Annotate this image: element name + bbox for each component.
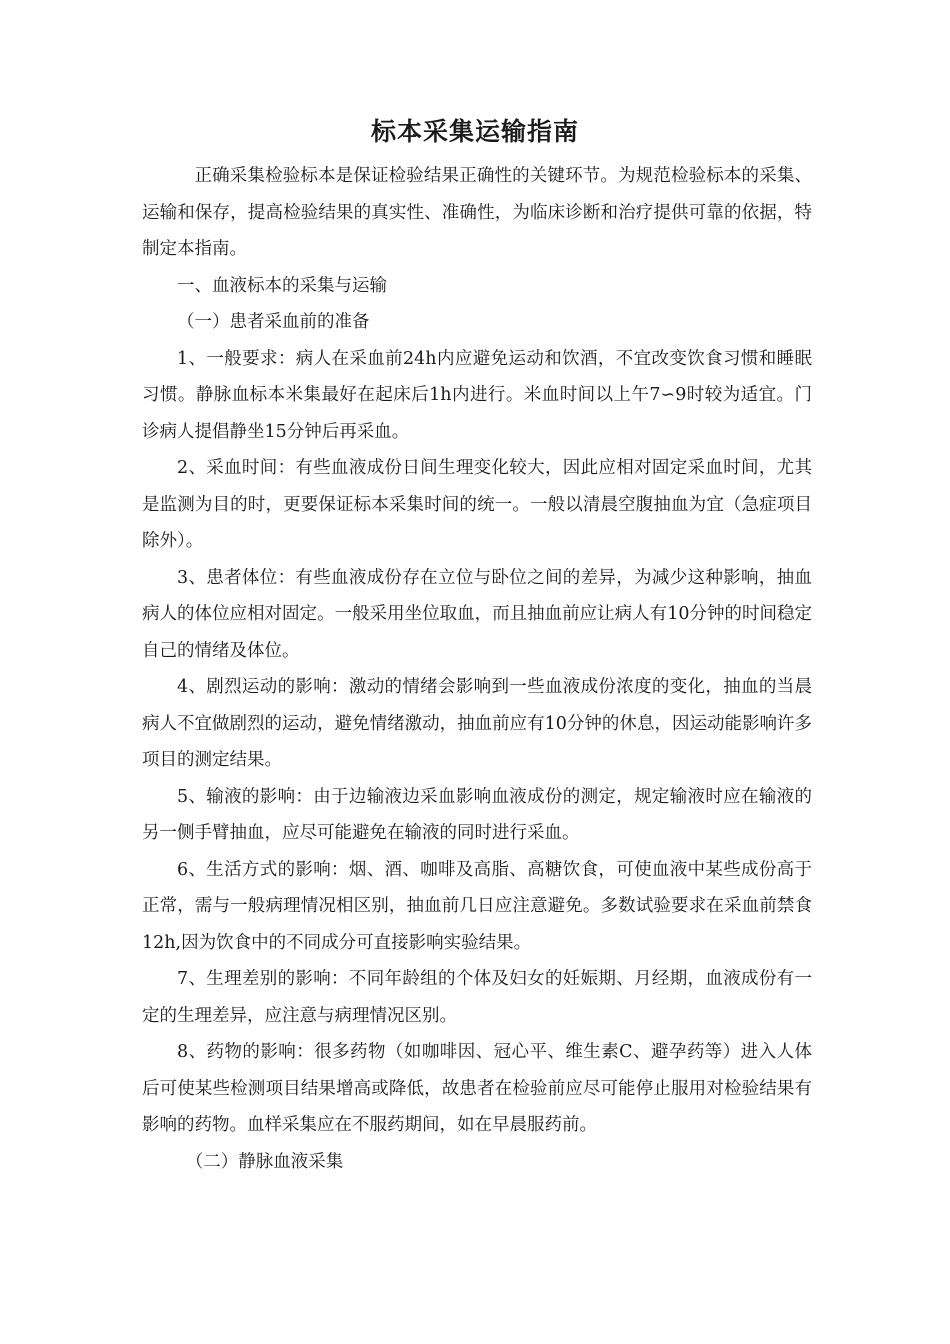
subsection-heading-preparation: （一）患者采血前的准备 xyxy=(177,312,370,332)
subsection-heading-venous: （二）静脉血液采集 xyxy=(185,1151,344,1172)
list-item: 5、输液的影响：由于边输液边采血影响血液成份的测定，规定输液时应在输液的另一侧手臂抽血，应尽可能避免在输液的同时进行采血。 xyxy=(142,786,812,843)
list-item: 4、剧烈运动的影响：激动的情绪会影响到一些血液成份浓度的变化，抽血的当晨病人不宜做剧烈的运动，避免情绪激动，抽血前应有10分钟的休息，因运动能影响许多项目的测定结果。 xyxy=(142,677,812,770)
list-item: 2、采血时间：有些血液成份日间生理变化较大，因此应相对固定采血时间，尤其是监测为目的时，更要保证标本采集时间的统一。一般以清晨空腹抽血为宜（急症项目除外）。 xyxy=(142,458,812,551)
section-heading-blood: 一、血液标本的采集与运输 xyxy=(177,275,387,296)
document-body xyxy=(142,158,812,1180)
list-item: 6、生活方式的影响：烟、酒、咖啡及高脂、高糖饮食，可使血液中某些成份高于正常，需与一般病理情况相区别，抽血前几日应注意避免。多数试验要求在采血前禁食12h,因为饮食中的不同成分可直接影响实验结果。 xyxy=(142,859,812,953)
list-item: 1、一般要求：病人在采血前24h内应避免运动和饮酒，不宜改变饮食习惯和睡眠习惯。静脉血标本米集最好在起床后1h内进行。米血时间以上午7∽9时较为适宜。门诊病人提倡静坐15分钟后再采血。 xyxy=(142,348,812,442)
list-item: 3、患者体位：有些血液成份存在立位与卧位之间的差异，为减少这种影响，抽血病人的体位应相对固定。一般采用坐位取血，而且抽血前应让病人有10分钟的时间稳定自己的情绪及体位。 xyxy=(142,567,812,661)
document-title: 标本采集运输指南 xyxy=(370,117,579,146)
intro-paragraph: 正确采集检验标本是保证检验结果正确性的关键环节。为规范检验标本的采集、运输和保存，提高检验结果的真实性、准确性，为临床诊断和治疗提供可靠的依据，特制定本指南。 xyxy=(142,166,812,259)
list-item: 7、生理差别的影响：不同年龄组的个体及妇女的妊娠期、月经期，血液成份有一定的生理差异，应注意与病理情况区别。 xyxy=(142,969,812,1026)
list-item: 8、药物的影响：很多药物（如咖啡因、冠心平、维生素C、避孕药等）进入人体后可使某些检测项目结果增高或降低，故患者在检验前应尽可能停止服用对检验结果有影响的药物。血样采集应在不服药期间，如在早晨服药前。 xyxy=(142,1042,812,1135)
